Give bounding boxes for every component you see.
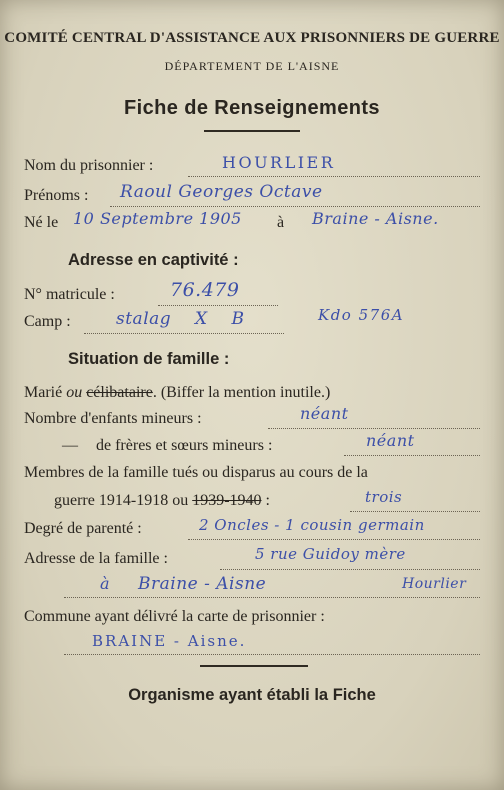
degre-handwritten: 2 Oncles - 1 cousin germain — [199, 516, 425, 534]
adresse-handwritten-line2: Braine - Aisne — [138, 574, 267, 594]
adresse-handwritten-line1: 5 rue Guidoy mère — [255, 545, 406, 563]
title-underline — [204, 130, 300, 132]
form-title: Fiche de Renseignements — [124, 97, 380, 119]
freres-label: de frères et sœurs mineurs : — [96, 437, 273, 454]
adresse-handwritten-name: Hourlier — [402, 576, 467, 592]
camp-label: Camp : — [24, 313, 71, 330]
prenoms-label: Prénoms : — [24, 187, 89, 204]
ne-label: Né le — [24, 214, 59, 231]
enfants-label: Nombre d'enfants mineurs : — [24, 410, 202, 427]
degre-label: Degré de parenté : — [24, 520, 142, 537]
commune-label: Commune ayant délivré la carte de prisonnier : — [24, 608, 325, 625]
captivity-section-title: Adresse en captivité : — [68, 251, 239, 269]
prenoms-handwritten: Raoul Georges Octave — [120, 182, 323, 202]
matricule-dotted-line — [158, 305, 278, 306]
organization-heading: COMITÉ CENTRAL D'ASSISTANCE AUX PRISONNIERS DE GUERRE — [4, 30, 500, 46]
family-section-title: Situation de famille : — [68, 350, 230, 368]
membres-label-line1: Membres de la famille tués ou disparus au cours de la — [24, 464, 368, 481]
ou-word: ou — [66, 384, 83, 401]
freres-dotted-line — [344, 455, 480, 456]
prenoms-dotted-line — [110, 206, 480, 207]
marie-note: . (Biffer la mention inutile.) — [152, 384, 331, 401]
adresse-dotted-line-2 — [64, 597, 480, 598]
celibataire-word-struck: célibataire — [86, 384, 153, 401]
enfants-dotted-line — [268, 428, 480, 429]
marie-word: Marié — [24, 384, 63, 401]
matricule-label: N° matricule : — [24, 286, 115, 303]
camp-handwritten: stalag X B — [116, 309, 245, 329]
nom-dotted-line — [188, 176, 480, 177]
adresse-label: Adresse de la famille : — [24, 550, 168, 567]
matricule-handwritten: 76.479 — [170, 279, 240, 301]
enfants-handwritten: néant — [300, 404, 349, 423]
camp-dotted-line — [84, 333, 284, 334]
adresse-line2-prefix: à — [100, 574, 111, 593]
nom-label: Nom du prisonnier : — [24, 157, 154, 174]
ne-place-handwritten: Braine - Aisne. — [312, 209, 439, 228]
department-subheading: DÉPARTEMENT DE L'AISNE — [164, 59, 340, 73]
commune-dotted-line — [64, 654, 480, 655]
commune-handwritten: BRAINE - Aisne. — [92, 632, 247, 650]
marie-line — [24, 384, 330, 402]
footer-section-title: Organisme ayant établi la Fiche — [128, 686, 376, 704]
freres-dash: — — [62, 437, 78, 454]
nom-handwritten: HOURLIER — [222, 153, 336, 172]
membres-handwritten: trois — [365, 488, 403, 506]
ne-a-label: à — [277, 214, 285, 231]
freres-handwritten: néant — [366, 431, 415, 450]
membres-label-line2 — [54, 492, 270, 510]
membres-dotted-line — [350, 511, 480, 512]
section-divider — [200, 665, 308, 667]
camp-extra-handwritten: Kdo 576A — [318, 306, 405, 324]
guerre-struck: 1939-1940 — [192, 492, 262, 509]
guerre-colon: : — [265, 492, 270, 509]
degre-dotted-line — [188, 539, 480, 540]
guerre-prefix: guerre 1914-1918 ou — [54, 492, 189, 509]
adresse-dotted-line-1 — [220, 569, 480, 570]
ne-date-handwritten: 10 Septembre 1905 — [73, 209, 242, 228]
